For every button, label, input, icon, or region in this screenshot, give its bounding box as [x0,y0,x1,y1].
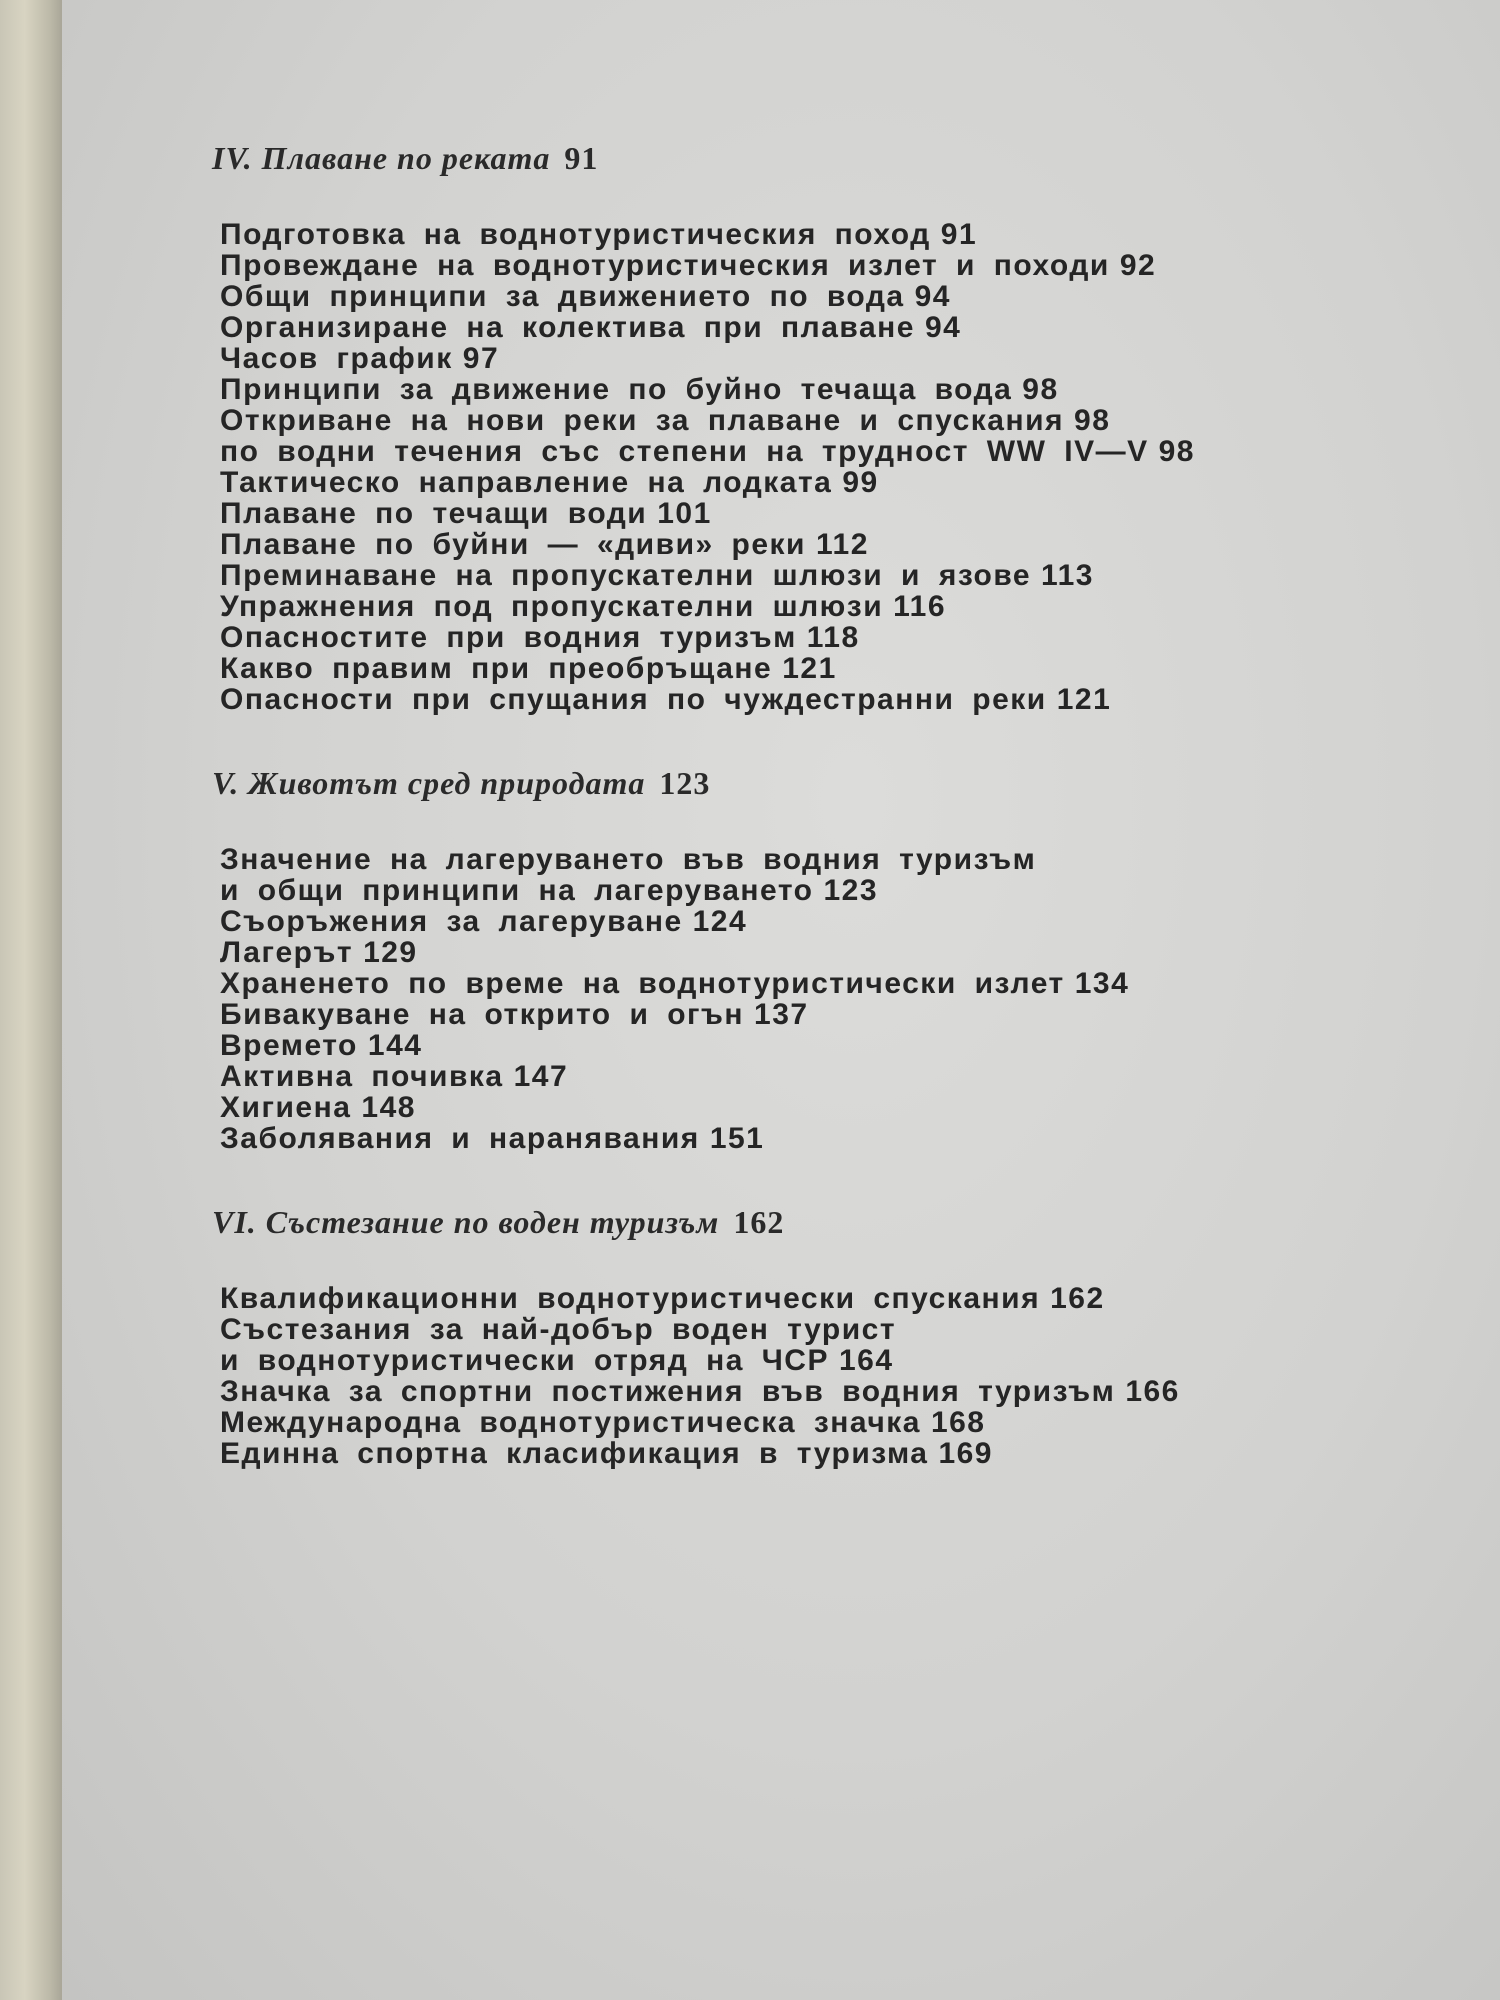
toc-entry-text: Времето [220,1029,358,1062]
toc-entry-page-number: 147 [513,1060,569,1093]
toc-entry-text: и общи принципи на лагеруването [220,874,814,907]
toc-entry [220,937,1362,968]
toc-entry [220,1030,1362,1061]
toc-entry-page-number: 116 [893,590,947,623]
toc-entry [220,1092,1362,1123]
toc-entry-text: Състезания за най-добър воден турист [220,1313,897,1346]
toc-entry-page-number: 94 [914,280,951,313]
toc-section [212,140,1362,715]
toc-entry-page-number: 169 [938,1437,993,1470]
toc-entry-text: Упражнения под пропускателни шлюзи [220,590,884,623]
toc-entry-text: Какво правим при преобръщане [220,652,773,685]
toc-entry-text: Единна спортна класификация в туризма [220,1437,929,1470]
toc-entry-page-number: 94 [924,311,962,344]
toc-entry [220,653,1362,684]
toc-entry-text: Лагерът [220,936,354,969]
toc-entry [220,906,1362,937]
toc-entry-text: Храненето по време на воднотуристически излет [220,967,1065,1000]
toc-entry-page-number: 144 [367,1029,423,1062]
toc-entry-text: Тактическо направление на лодката [220,466,833,499]
toc-entry [220,844,1362,875]
toc-entry-text: Плаване по буйни — «диви» реки [220,528,806,561]
toc-entry-page-number: 168 [930,1406,986,1439]
book-page [62,0,1500,2000]
toc-entry [220,1283,1362,1314]
toc-entry-text: Плаване по течащи води [220,497,648,530]
toc-entry-page-number: 99 [842,466,879,499]
toc-entry-page-number: 98 [1022,373,1059,406]
toc-entry [220,498,1362,529]
section-title [212,140,1362,177]
section-title-text: IV. Плаване по реката [212,140,551,176]
toc-entry-text: Бивакуване на открито и огън [220,998,745,1031]
toc-entry [220,1123,1362,1154]
toc-entry-list [220,844,1362,1154]
toc-entry-text: Активна почивка [220,1060,504,1093]
toc-entry-text: Значение на лагеруването във водния туризъм [220,843,1037,876]
toc-entry-page-number: 164 [838,1344,894,1377]
toc-entry-page-number: 151 [709,1122,765,1155]
book-spine [0,0,62,2000]
section-page-number: 162 [733,1204,785,1240]
toc-section [212,1204,1362,1469]
toc-entry-page-number: 121 [782,652,837,685]
toc-entry-text: Опасностите при водния туризъм [220,621,797,654]
toc-entry-page-number: 137 [754,998,809,1031]
toc-entry-text: Откриване на нови реки за плаване и спускания [220,404,1065,437]
toc-entry [220,999,1362,1030]
toc-entry-text: Подготовка на воднотуристическия поход [220,218,931,251]
toc-entry-text: Квалификационни воднотуристически спускания [220,1282,1041,1315]
toc-entry [220,312,1362,343]
toc-entry-text: Съоръжения за лагеруване [220,905,683,938]
toc-entry [220,1376,1362,1407]
toc-entry-page-number: 92 [1119,249,1157,282]
toc-entry-text: Преминаване на пропускателни шлюзи и язове [220,559,1032,592]
toc-entry-list [220,219,1362,715]
toc-entry-page-number: 124 [692,905,748,938]
toc-entry [220,436,1362,467]
toc-entry [220,875,1362,906]
table-of-contents [212,140,1362,1519]
toc-entry-page-number: 134 [1074,967,1130,1000]
section-title [212,765,1362,802]
toc-entry-text: по водни течения със степени на трудност WW IV—V [220,435,1149,468]
toc-entry [220,467,1362,498]
toc-entry [220,405,1362,436]
toc-entry [220,560,1362,591]
toc-entry [220,684,1362,715]
toc-entry [220,250,1362,281]
toc-entry [220,1438,1362,1469]
toc-entry-text: Организиране на колектива при плаване [220,311,915,344]
toc-entry-page-number: 101 [657,497,712,530]
toc-entry [220,343,1362,374]
toc-entry-text: Международна воднотуристическа значка [220,1406,921,1439]
toc-entry-page-number: 97 [462,342,500,375]
toc-entry-text: Провеждане на воднотуристическия излет и походи [220,249,1110,282]
toc-entry-page-number: 118 [806,621,860,654]
toc-entry-page-number: 91 [940,218,978,251]
section-title-text: V. Животът сред природата [212,765,646,801]
toc-entry-page-number: 123 [823,874,879,907]
toc-entry [220,622,1362,653]
section-title-text: VI. Състезание по воден туризъм [212,1204,720,1240]
toc-entry-list [220,1283,1362,1469]
toc-entry-page-number: 129 [363,936,418,969]
toc-entry-text: Хигиена [220,1091,352,1124]
toc-entry-page-number: 162 [1050,1282,1105,1315]
toc-entry [220,374,1362,405]
toc-entry [220,219,1362,250]
toc-entry-page-number: 148 [361,1091,416,1124]
toc-entry-text: Значка за спортни постижения във водния туризъм [220,1375,1116,1408]
toc-entry-text: и воднотуристически отряд на ЧСР [220,1344,829,1377]
toc-entry [220,1061,1362,1092]
toc-entry [220,529,1362,560]
toc-entry [220,1345,1362,1376]
toc-entry-page-number: 98 [1158,435,1195,468]
toc-section [212,765,1362,1154]
toc-entry-page-number: 98 [1074,404,1111,437]
section-title [212,1204,1362,1241]
toc-entry [220,281,1362,312]
toc-entry [220,591,1362,622]
toc-entry-text: Общи принципи за движението по вода [220,280,905,313]
toc-entry-text: Принципи за движение по буйно течаща вода [220,373,1013,406]
toc-entry-text: Заболявания и наранявания [220,1122,700,1155]
toc-entry [220,1407,1362,1438]
toc-entry-page-number: 112 [816,528,869,561]
toc-entry-page-number: 166 [1125,1375,1180,1408]
toc-entry-text: Часов график [220,342,453,375]
toc-entry [220,968,1362,999]
toc-entry-page-number: 121 [1056,683,1112,716]
section-page-number: 91 [564,140,599,176]
toc-entry [220,1314,1362,1345]
section-page-number: 123 [659,765,711,801]
toc-entry-page-number: 113 [1041,559,1094,592]
toc-entry-text: Опасности при спущания по чуждестранни реки [220,683,1047,716]
